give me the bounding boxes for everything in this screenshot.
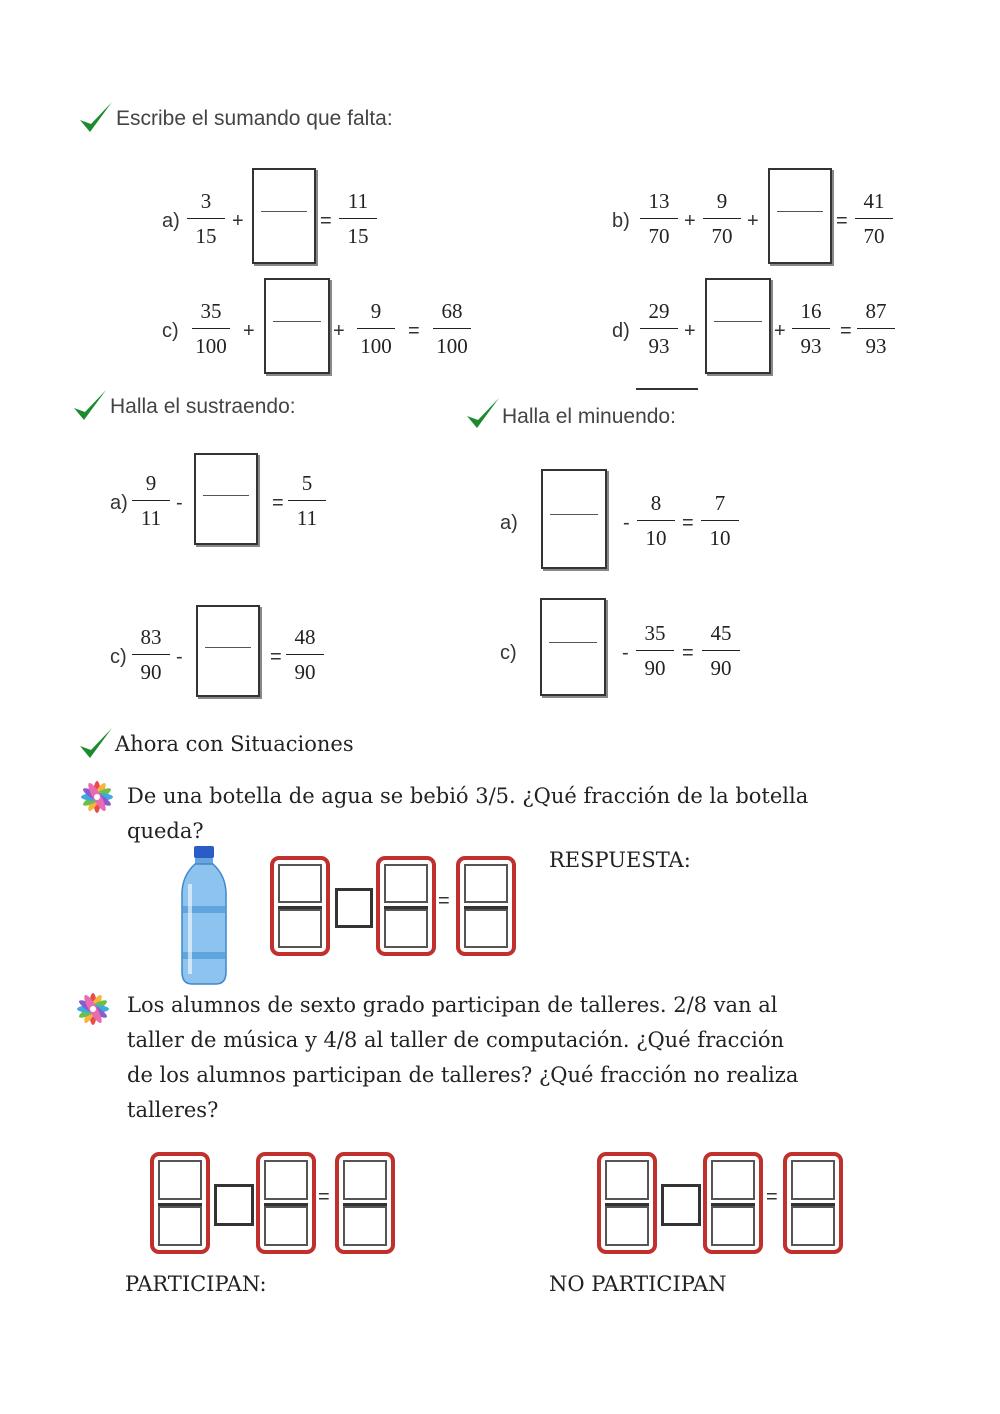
item-label: c) (162, 320, 179, 342)
fraction: 87 93 (853, 299, 899, 358)
answer-box[interactable] (252, 168, 316, 264)
fraction: 41 70 (851, 189, 897, 248)
fraction: 29 93 (636, 299, 682, 358)
answer-label: RESPUESTA: (549, 848, 691, 872)
numerator-box[interactable] (711, 1160, 755, 1200)
minus-sign: - (176, 646, 183, 668)
fraction-cell[interactable] (703, 1152, 763, 1254)
minus-sign: - (623, 512, 630, 534)
flower-icon (78, 778, 116, 816)
problem-text-line: talleres? (127, 1098, 219, 1122)
minus-sign: - (622, 642, 629, 664)
plus-sign: + (333, 320, 345, 342)
problem-text-line: Los alumnos de sexto grado participan de talleres. 2/8 van al (127, 993, 778, 1017)
plus-sign: + (243, 320, 255, 342)
fraction: 35 90 (632, 621, 678, 680)
operator-box[interactable] (661, 1184, 701, 1226)
equals-sign: = (270, 646, 282, 668)
denominator-box[interactable] (791, 1206, 835, 1246)
denominator-box[interactable] (264, 1206, 308, 1246)
equals-sign: = (682, 642, 694, 664)
fraction-cell[interactable] (150, 1152, 210, 1254)
equals-sign: = (408, 320, 420, 342)
denominator-box[interactable] (278, 909, 322, 948)
numerator-box[interactable] (343, 1160, 387, 1200)
fraction-cell[interactable] (256, 1152, 316, 1254)
item-label: c) (110, 646, 127, 668)
equals-sign: = (836, 210, 848, 232)
fraction: 11 15 (335, 189, 381, 248)
numerator-box[interactable] (605, 1160, 649, 1200)
water-bottle-icon (176, 844, 232, 986)
item-label: a) (162, 210, 180, 232)
answer-box[interactable] (194, 453, 258, 545)
minus-sign: - (176, 492, 183, 514)
section-title-situaciones: Ahora con Situaciones (115, 732, 354, 756)
operator-box[interactable] (214, 1184, 254, 1226)
equals-sign: = (840, 320, 852, 342)
equals-sign: = (682, 512, 694, 534)
plus-sign: + (232, 210, 244, 232)
denominator-box[interactable] (464, 909, 508, 948)
answer-box[interactable] (768, 168, 832, 264)
equals-sign: = (272, 492, 284, 514)
answer-box[interactable] (540, 598, 606, 696)
divider (636, 388, 698, 390)
denominator-box[interactable] (158, 1206, 202, 1246)
equals-sign: = (766, 1186, 778, 1208)
item-label: d) (612, 320, 630, 342)
check-icon (465, 396, 501, 432)
answer-box[interactable] (541, 469, 607, 569)
fraction: 83 90 (128, 625, 174, 684)
denominator-box[interactable] (711, 1206, 755, 1246)
fraction-cell[interactable] (597, 1152, 657, 1254)
fraction-cell[interactable] (335, 1152, 395, 1254)
denominator-box[interactable] (343, 1206, 387, 1246)
problem-text-line: De una botella de agua se bebió 3/5. ¿Qué fracción de la botella (127, 784, 809, 808)
equals-sign: = (320, 210, 332, 232)
numerator-box[interactable] (264, 1160, 308, 1200)
plus-sign: + (684, 320, 696, 342)
section-title-sustraendo: Halla el sustraendo: (110, 395, 296, 418)
fraction: 9 70 (699, 189, 745, 248)
section-title-sumando: Escribe el sumando que falta: (116, 107, 393, 130)
numerator-box[interactable] (464, 864, 508, 903)
no-participan-label: NO PARTICIPAN (549, 1272, 727, 1296)
answer-box[interactable] (196, 605, 260, 697)
fraction: 48 90 (282, 625, 328, 684)
check-icon (78, 726, 114, 762)
answer-box[interactable] (264, 278, 330, 374)
fraction: 13 70 (636, 189, 682, 248)
item-label: b) (612, 210, 630, 232)
problem-text-line: de los alumnos participan de talleres? ¿Qué fracción no realiza (127, 1063, 799, 1087)
fraction: 7 10 (697, 491, 743, 550)
numerator-box[interactable] (384, 864, 428, 903)
problem-text-line: queda? (127, 819, 204, 843)
numerator-box[interactable] (158, 1160, 202, 1200)
fraction: 8 10 (633, 491, 679, 550)
plus-sign: + (774, 320, 786, 342)
fraction: 5 11 (284, 471, 330, 530)
item-label: c) (500, 642, 517, 664)
item-label: a) (110, 492, 128, 514)
fraction-cell[interactable] (270, 856, 330, 956)
denominator-box[interactable] (605, 1206, 649, 1246)
operator-box[interactable] (335, 888, 373, 928)
flower-icon (74, 990, 112, 1028)
plus-sign: + (684, 210, 696, 232)
fraction: 9 100 (353, 299, 399, 358)
fraction-cell[interactable] (783, 1152, 843, 1254)
fraction: 3 15 (183, 189, 229, 248)
item-label: a) (500, 512, 518, 534)
fraction-cell[interactable] (456, 856, 516, 956)
check-icon (78, 100, 114, 136)
fraction-cell[interactable] (376, 856, 436, 956)
problem-text-line: taller de música y 4/8 al taller de computación. ¿Qué fracción (127, 1028, 785, 1052)
equals-sign: = (318, 1186, 330, 1208)
denominator-box[interactable] (384, 909, 428, 948)
fraction: 16 93 (788, 299, 834, 358)
numerator-box[interactable] (278, 864, 322, 903)
section-title-minuendo: Halla el minuendo: (502, 405, 676, 428)
participan-label: PARTICIPAN: (125, 1272, 267, 1296)
problem-1-text (127, 779, 927, 849)
fraction: 45 90 (698, 621, 744, 680)
fraction: 35 100 (188, 299, 234, 358)
equals-sign: = (438, 890, 450, 912)
numerator-box[interactable] (791, 1160, 835, 1200)
fraction: 68 100 (429, 299, 475, 358)
problem-2-text (127, 988, 927, 1128)
answer-box[interactable] (705, 278, 771, 374)
fraction: 9 11 (128, 471, 174, 530)
check-icon (72, 388, 108, 424)
plus-sign: + (747, 210, 759, 232)
